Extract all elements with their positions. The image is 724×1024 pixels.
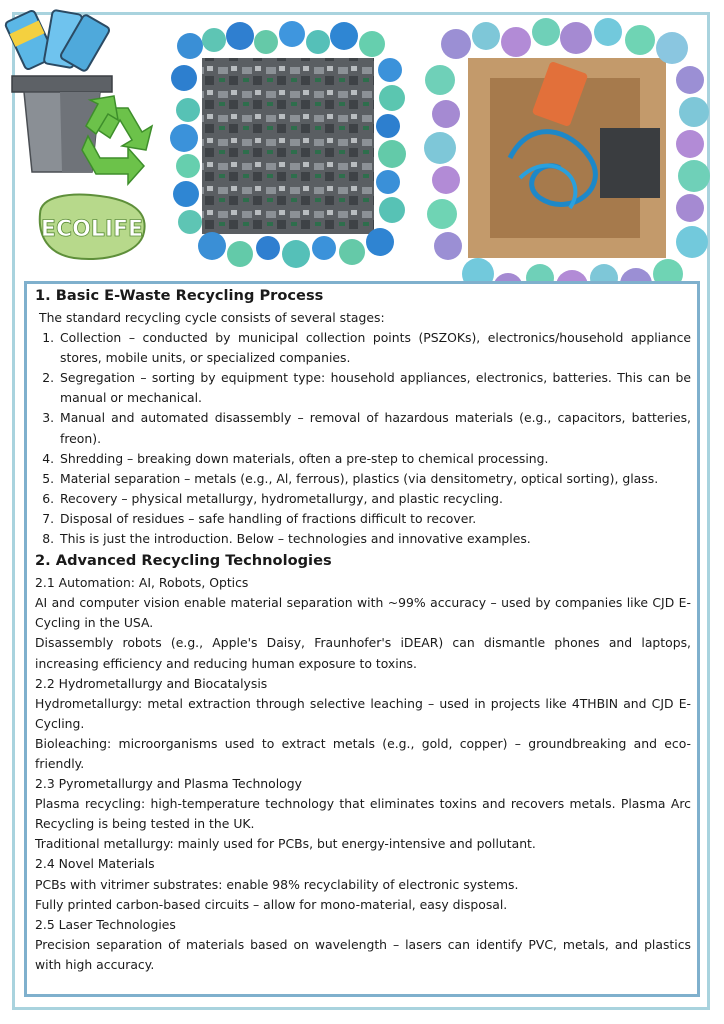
- paragraph: Plasma recycling: high-temperature technology that eliminates toxins and recovers metals. Plasma Arc Recycling is being tested in the UK.: [35, 796, 691, 832]
- content: [35, 284, 691, 975]
- list-item: 1. Collection – conducted by municipal collection points (PSZOKs), electronics/household appliance stores, mobile units, or specialized companies.: [58, 328, 691, 368]
- paragraph: PCBs with vitrimer substrates: enable 98% recyclability of electronic systems.: [35, 876, 519, 892]
- section2-title: 2. Advanced Recycling Technologies: [35, 552, 332, 570]
- paragraph: Disassembly robots (e.g., Apple's Daisy, Fraunhofer's iDEAR) can dismantle phones and laptops, increasing efficiency and reducing human exposure to toxins.: [35, 635, 691, 671]
- paragraph: Traditional metallurgy: mainly used for PCBs, but energy-intensive and pollutant.: [35, 836, 536, 852]
- bubble-frame-2: [420, 8, 712, 310]
- list-item: 7. Disposal of residues – safe handling of fractions difficult to recover.: [58, 509, 691, 529]
- ecolife-logo: [40, 195, 145, 259]
- paragraph: Hydrometallurgy: metal extraction through selective leaching – used in projects like 4THBIN and CJD E-Cycling.: [35, 695, 691, 731]
- eco-illustration: [0, 0, 180, 280]
- paragraph: Fully printed carbon-based circuits – allow for mono-material, easy disposal.: [35, 896, 508, 912]
- subheading: 2.3 Pyrometallurgy and Plasma Technology: [35, 776, 302, 792]
- list-item: 5. Material separation – metals (e.g., Al, ferrous), plastics (via densitometry, optical sorting), glass.: [58, 469, 691, 489]
- section1-intro: The standard recycling cycle consists of several stages:: [39, 310, 385, 325]
- logo-text: ECOLIFE: [40, 217, 144, 242]
- bubble-frame-1: [168, 16, 408, 274]
- eco-illustration-graphic: [0, 0, 180, 280]
- cables-box-photo-frame: [420, 8, 712, 310]
- section1-title: 1. Basic E-Waste Recycling Process: [35, 287, 324, 304]
- battery-icon: [5, 10, 111, 72]
- circuit-boards-photo-frame: [168, 16, 408, 274]
- circuit-boards-photo: [202, 58, 374, 234]
- content-box: [24, 281, 700, 997]
- list-item: 4. Shredding – breaking down materials, often a pre-step to chemical processing.: [58, 449, 691, 469]
- subheading: 2.2 Hydrometallurgy and Biocatalysis: [35, 675, 268, 691]
- paragraph: Precision separation of materials based on wavelength – lasers can identify PVC, metals, and plastics with high accuracy.: [35, 936, 691, 972]
- list-item: 3. Manual and automated disassembly – removal of hazardous materials (e.g., capacitors, batteries, freon).: [58, 408, 691, 448]
- process-steps-list: [35, 328, 691, 549]
- subheading: 2.4 Novel Materials: [35, 856, 155, 872]
- paragraph: Bioleaching: microorganisms used to extract metals (e.g., gold, copper) – groundbreaking and eco-friendly.: [35, 735, 691, 771]
- subheading: 2.5 Laser Technologies: [35, 916, 176, 932]
- list-item: 6. Recovery – physical metallurgy, hydrometallurgy, and plastic recycling.: [58, 489, 691, 509]
- subheading: 2.1 Automation: AI, Robots, Optics: [35, 575, 249, 591]
- list-item: 8. This is just the introduction. Below – technologies and innovative examples.: [58, 529, 691, 549]
- cables-box-photo: [468, 58, 666, 258]
- list-item: 2. Segregation – sorting by equipment type: household appliances, electronics, batteries. This can be manual or mechanical.: [58, 368, 691, 408]
- paragraph: AI and computer vision enable material separation with ~99% accuracy – used by companies like CJD E-Cycling in the USA.: [35, 595, 691, 631]
